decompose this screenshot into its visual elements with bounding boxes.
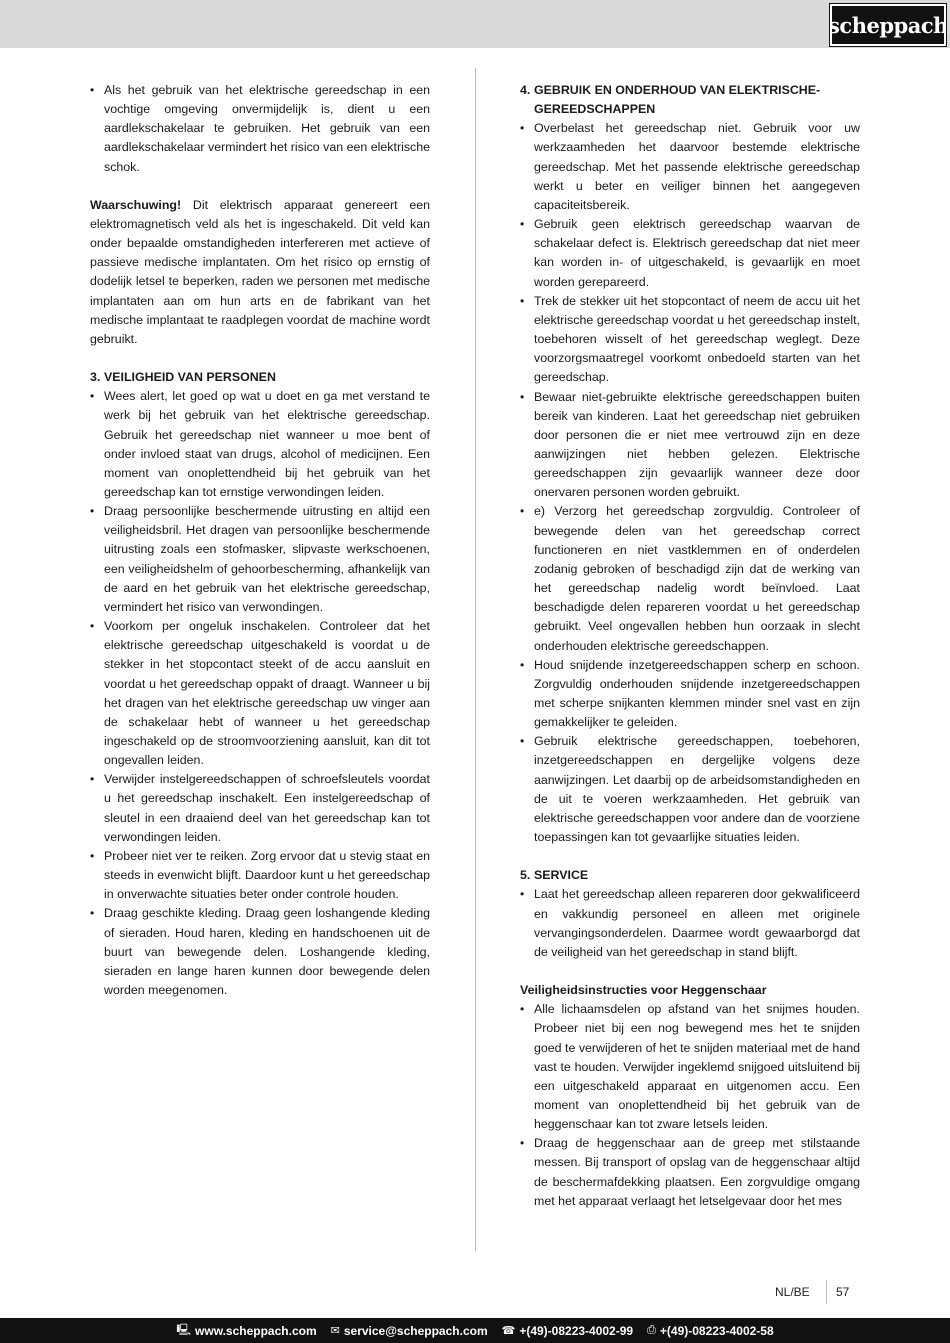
fax-contact	[647, 1324, 774, 1338]
list-item: • Verwijder instelgereedschappen of schroefsleutels voordat u het gereedschap inschakelt. Een instelgereedschap of sleutel in een draaiend deel van het gereedschap kan tot verwondingen leiden.	[90, 770, 430, 847]
list-item: • Draag geschikte kleding. Draag geen loshangende kleding of sieraden. Houd haren, kleding en handschoenen uit de buurt van bewegende delen. Loshangende kleding, sieraden en lange haren kunnen door bewegende delen worden meegenomen.	[90, 904, 430, 1000]
list-item: • Houd snijdende inzetgereedschappen scherp en schoon. Zorgvuldig onderhouden snijdende inzetgereedschappen met scherpe snijkanten klemmen minder snel vast en zijn gemakkelijker te geleiden.	[520, 656, 860, 733]
section-title: SERVICE	[534, 868, 589, 883]
list-item: • Draag persoonlijke beschermende uitrusting en altijd een veiligheidsbril. Het dragen van persoonlijke beschermende uitrusting zoals een stofmasker, slipvaste werkschoenen, een veiligheidshelm of gehoorbescherming, afhankelijk van de aard en het gebruik van het elektrische gereedschap, vermindert het risico van verwondingen.	[90, 502, 430, 617]
list-item: • Overbelast het gereedschap niet. Gebruik voor uw werkzaamheden het daarvoor bestemde elektrische gereedschap. Met het passende elektrische gereedschap werkt u beter en veiliger binnen het aangegeven capaciteitsbereik.	[520, 119, 860, 215]
section-3-heading	[90, 368, 430, 387]
website-contact	[176, 1321, 316, 1340]
section-number: 5.	[520, 868, 531, 883]
section-5-list	[520, 885, 860, 962]
section-5-heading	[520, 866, 860, 885]
fax-text: +(49)-08223-4002-58	[659, 1323, 774, 1338]
page-number: 57	[836, 1285, 850, 1299]
warning-label: Waarschuwing!	[90, 197, 182, 212]
footer-divider	[826, 1280, 827, 1304]
list-item: • Alle lichaamsdelen op afstand van het snijmes houden. Probeer niet bij een nog bewegend mes het te snijden goed te verwijderen of het te snijden materiaal met de hand vast te houden. Verwijder ingeklemd snijgoed uitsluitend bij een uitgeschakeld apparaat en uitgenomen accu. Een moment van onoplettendheid bij het gebruik van de heggenschaar kan tot zware letsels leiden.	[520, 1000, 860, 1134]
list-item: • Gebruik elektrische gereedschappen, toebehoren, inzetgereedschappen en dergelijke volgens deze aanwijzingen. Let daarbij op de arbeidsomstandigheden en de uit te voeren werkzaamheden. Het gebruik van elektrische gereedschappen voor andere dan de voorziene toepassingen kan tot gevaarlijke situaties leiden.	[520, 732, 860, 847]
warning-paragraph	[90, 196, 430, 349]
section-3-list	[90, 387, 430, 1000]
column-divider	[475, 68, 476, 1251]
intro-list	[90, 81, 430, 177]
list-item: • Probeer niet ver te reiken. Zorg ervoor dat u stevig staat en steeds in evenwicht blijft. Daardoor kunt u het gereedschap in onverwachte situaties beter onder controle houden.	[90, 847, 430, 904]
list-item: • e) Verzorg het gereedschap zorgvuldig. Controleer of bewegende delen van het gereedschap correct functioneren en niet vastklemmen en of onderdelen zodanig gebroken of beschadigd zijn dat de werking van het gereedschap nadelig wordt beïnvloed. Laat beschadigde delen repareren voordat u het gereedschap gebruikt. Veel ongevallen hebben hun oorzaak in slecht onderhouden elektrische gereedschappen.	[520, 502, 860, 655]
fax-icon: ⎙	[647, 1324, 656, 1336]
phone-text: +(49)-08223-4002-99	[519, 1323, 634, 1338]
list-item: • Trek de stekker uit het stopcontact of neem de accu uit het elektrische gereedschap voordat u het gereedschap instelt, toebehoren wisselt of het gereedschap weglegt. Deze voorzorgsmaatregel voorkomt onbedoeld starten van het gereedschap.	[520, 292, 860, 388]
section-number: 4.	[520, 83, 531, 97]
computer-icon: 🖳	[176, 1324, 192, 1336]
hedge-trimmer-list	[520, 1000, 860, 1211]
scheppach-logo: scheppach	[830, 4, 946, 46]
right-column	[520, 81, 860, 1211]
section-4-heading	[520, 81, 860, 119]
list-item: • Gebruik geen elektrisch gereedschap waarvan de schakelaar defect is. Elektrisch gereedschap dat niet meer kan worden in- of uitgeschakeld, is gevaarlijk en moet worden gerepareerd.	[520, 215, 860, 292]
section-title: GEBRUIK EN ONDERHOUD VAN ELEKTRISCHE-GEREEDSCHAPPEN	[534, 83, 821, 117]
contact-bar	[0, 1318, 950, 1343]
email-icon: ✉	[330, 1325, 340, 1337]
list-item: • Laat het gereedschap alleen repareren door gekwalificeerd en vakkundig personeel en alleen met originele vervangingsonderdelen. Daarmee wordt gewaarborgd dat de veiligheid van het gereedschap in stand blijft.	[520, 885, 860, 962]
language-label: NL/BE	[775, 1285, 810, 1299]
section-4-list	[520, 119, 860, 847]
list-item: • Als het gebruik van het elektrische gereedschap in een vochtige omgeving onvermijdelijk is, dient u een aardlekschakelaar te gebruiken. Het gebruik van een aardlekschakelaar vermindert het risico van een elektrische schok.	[90, 81, 430, 177]
section-title: VEILIGHEID VAN PERSONEN	[104, 370, 276, 385]
email-contact	[331, 1324, 488, 1338]
list-item: • Bewaar niet-gebruikte elektrische gereedschappen buiten bereik van kinderen. Laat het gereedschap niet gebruiken door personen die er niet mee vertrouwd zijn en deze aanwijzingen niet hebben gelezen. Elektrische gereedschappen zijn gevaarlijk wanneer deze door onervaren personen worden gebruikt.	[520, 388, 860, 503]
section-number: 3.	[90, 370, 101, 385]
list-item: • Wees alert, let goed op wat u doet en ga met verstand te werk bij het gebruik van het elektrische gereedschap. Gebruik het gereedschap niet wanneer u moe bent of onder invloed staat van drugs, alcohol of medicijnen. Een moment van onoplettendheid bij het gebruik van het gereedschap kan tot ernstige verwondingen leiden.	[90, 387, 430, 502]
warning-text: Dit elektrisch apparaat genereert een elektromagnetisch veld als het is ingeschakeld. Dit veld kan onder bepaalde omstandigheden interfereren met actieve of passieve medische implantaten. Om het risico op ernstig of dodelijk letsel te beperken, raden we personen met medische implantaten aan om hun arts en de fabrikant van het medische implantaat te raadplegen voordat de machine wordt gebruikt.	[90, 197, 430, 346]
list-item: • Voorkom per ongeluk inschakelen. Controleer dat het elektrische gereedschap uitgeschakeld is voordat u de stekker in het stopcontact steekt of de accu aansluit en voordat u het gereedschap oppakt of draagt. Wanneer u bij het dragen van het elektrische gereedschap uw vinger aan de schakelaar hebt of wanneer u het gereedschap ingeschakeld op de stroomvoorziening aansluit, kan dit tot ongevallen leiden.	[90, 617, 430, 770]
email-text: service@scheppach.com	[343, 1323, 488, 1338]
phone-icon: ☎	[501, 1325, 516, 1337]
phone-contact	[502, 1324, 633, 1338]
list-item: • Draag de heggenschaar aan de greep met stilstaande messen. Bij transport of opslag van de heggenschaar altijd de beschermafdekking plaatsen. Een zorgvuldige omgang met het apparaat verlaagt het letselgevaar door het mes	[520, 1134, 860, 1211]
left-column	[90, 81, 430, 1000]
hedge-trimmer-heading: Veiligheidsinstructies voor Heggenschaar	[520, 983, 767, 998]
website-text: www.scheppach.com	[195, 1323, 317, 1338]
header-band	[0, 0, 950, 48]
